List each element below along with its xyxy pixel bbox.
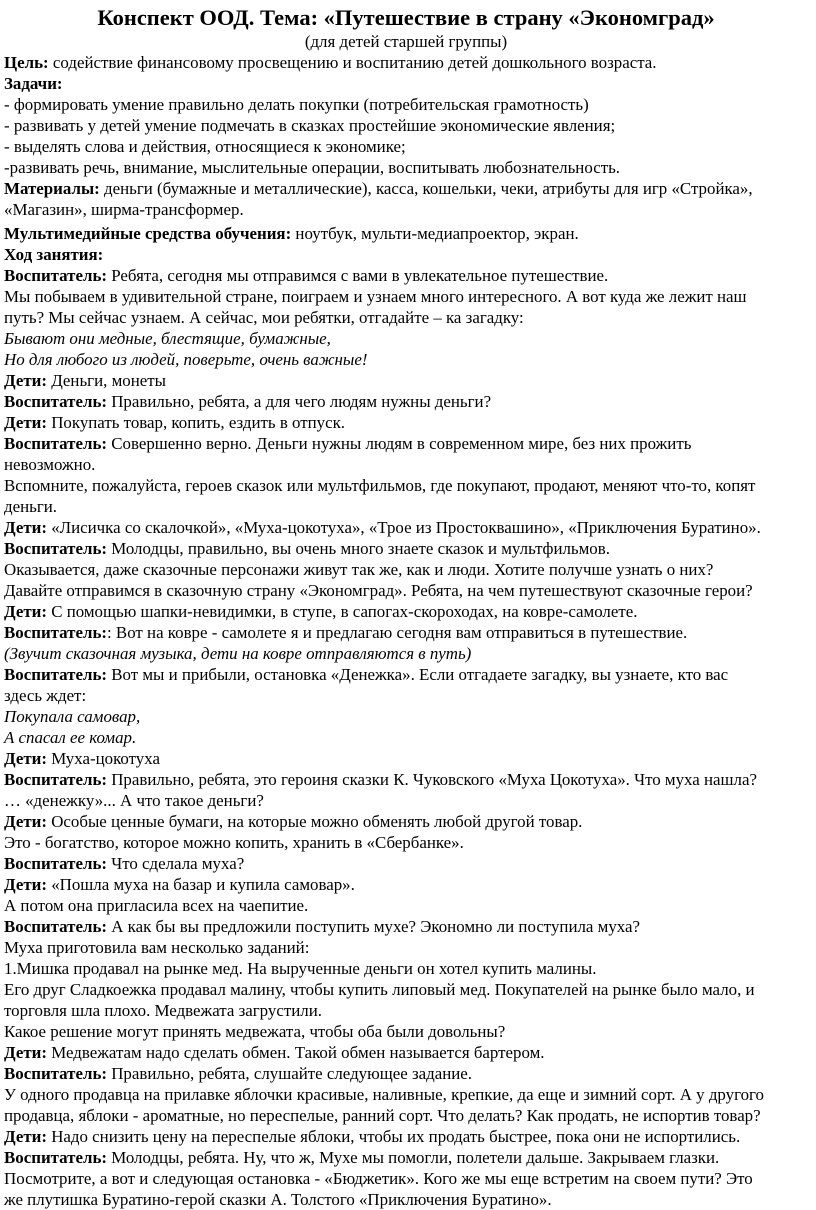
teacher-line: Воспитатель: Правильно, ребята, слушайте следующее задание. [4, 1064, 473, 1083]
text-line: продавца, яблоки - ароматные, но переспелые, ранний сорт. Что делать? Как продать, не испортив товар? [4, 1106, 761, 1125]
teacher-line: Воспитатель: Совершенно верно. Деньги нужны людям в современном мире, без них прожить [4, 434, 692, 453]
text-line: … «денежку»... А что такое деньги? [4, 791, 264, 810]
speaker-label: Дети: [4, 518, 47, 537]
speaker-label: Воспитатель: [4, 623, 108, 642]
materials-line-cont: «Магазин», ширма-трансформер. [4, 200, 244, 219]
document-subtitle: (для детей старшей группы) [304, 32, 508, 51]
speaker-label: Воспитатель: [4, 434, 108, 453]
teacher-line: Воспитатель:: Вот на ковре - самолете я и предлагаю сегодня вам отправиться в путешествие. [4, 623, 688, 642]
speaker-label: Дети: [4, 602, 47, 621]
materials-line: Материалы: деньги (бумажные и металлические), касса, кошельки, чеки, атрибуты для игр «Стройка», [4, 179, 753, 198]
text-line: Давайте отправимся в сказочную страну «Экономград». Ребята, на чем путешествуют сказочные герои? [4, 581, 753, 600]
multimedia-line: Мультимедийные средства обучения: ноутбук, мульти-медиапроектор, экран. [4, 224, 579, 243]
text-line: невозможно. [4, 455, 96, 474]
speaker-label: Дети: [4, 413, 47, 432]
course-heading: Ход занятия: [4, 245, 104, 264]
text-line: путь? Мы сейчас узнаем. А сейчас, мои ребятки, отгадайте – ка загадку: [4, 308, 524, 327]
teacher-line: Воспитатель: Молодцы, ребята. Ну, что ж, Мухе мы помогли, полетели дальше. Закрываем глазки. [4, 1148, 720, 1167]
speaker-label: Дети: [4, 371, 47, 390]
goal-line [4, 52, 808, 73]
children-line: Дети: Особые ценные бумаги, на которые можно обменять любой другой товар. [4, 812, 583, 831]
text-line: здесь ждет: [4, 686, 87, 705]
task-item: - развивать у детей умение подмечать в сказках простейшие экономические явления; [4, 116, 616, 135]
children-line: Дети: Деньги, монеты [4, 371, 166, 390]
text-line: 1.Мишка продавал на рынке мед. На вырученные деньги он хотел купить малины. [4, 959, 597, 978]
children-line: Дети: Покупать товар, копить, ездить в отпуск. [4, 413, 346, 432]
speaker-label: Воспитатель: [4, 854, 108, 873]
text-line: Оказывается, даже сказочные персонажи живут так же, как и люди. Хотите получше узнать о них? [4, 560, 714, 579]
speaker-label: Воспитатель: [4, 539, 108, 558]
teacher-line: Воспитатель: Вот мы и прибыли, остановка «Денежка». Если отгадаете загадку, вы узнаете, кто вас [4, 665, 729, 684]
text-line: Муха приготовила вам несколько заданий: [4, 938, 310, 957]
tasks-heading: Задачи: [4, 74, 63, 93]
teacher-line: Воспитатель: Правильно, ребята, это героиня сказки К. Чуковского «Муха Цокотуха». Что муха нашла? [4, 770, 757, 789]
riddle-line: Но для любого из людей, поверьте, очень важные! [4, 350, 368, 369]
text-line: Какое решение могут принять медвежата, чтобы оба были довольны? [4, 1022, 506, 1041]
text-line: Его друг Сладкоежка продавал малину, чтобы купить липовый мед. Покупателей на рынке было мало, и [4, 980, 755, 999]
children-line: Дети: Медвежатам надо сделать обмен. Такой обмен называется бартером. [4, 1043, 545, 1062]
children-line: Дети: С помощью шапки-невидимки, в ступе, в сапогах-скороходах, на ковре-самолете. [4, 602, 638, 621]
stage-direction: (Звучит сказочная музыка, дети на ковре отправляются в путь) [4, 644, 472, 663]
speaker-label: Воспитатель: [4, 665, 108, 684]
task-item: - выделять слова и действия, относящиеся к экономике; [4, 137, 406, 156]
text-line: Это - богатство, которое можно копить, хранить в «Сбербанке». [4, 833, 464, 852]
children-line: Дети: Надо снизить цену на переспелые яблоки, чтобы их продать быстрее, пока они не испортились. [4, 1127, 741, 1146]
children-line: Дети: «Пошла муха на базар и купила самовар». [4, 875, 355, 894]
goal-text: содействие финансовому просвещению и воспитанию детей дошкольного возраста. [48, 53, 657, 72]
speaker-label: Воспитатель: [4, 1064, 108, 1083]
speaker-label: Воспитатель: [4, 392, 108, 411]
speaker-label: Дети: [4, 1043, 47, 1062]
riddle-line: Покупала самовар, [4, 707, 141, 726]
text-line: Вспомните, пожалуйста, героев сказок или мультфильмов, где покупают, продают, меняют что-то, копят [4, 476, 756, 495]
text-line: же плутишка Буратино-герой сказки А. Толстого «Приключения Буратино». [4, 1190, 552, 1209]
document-title: Конспект ООД. Тема: «Путешествие в страну «Экономград» [97, 5, 715, 30]
text-line: деньги. [4, 497, 58, 516]
teacher-line: Воспитатель: А как бы вы предложили поступить мухе? Экономно ли поступила муха? [4, 917, 640, 936]
teacher-line: Воспитатель: Ребята, сегодня мы отправимся с вами в увлекательное путешествие. [4, 266, 609, 285]
speaker-label: Воспитатель: [4, 770, 108, 789]
speaker-label: Дети: [4, 812, 47, 831]
teacher-line: Воспитатель: Правильно, ребята, а для чего людям нужны деньги? [4, 392, 492, 411]
speaker-label: Дети: [4, 1127, 47, 1146]
teacher-line: Воспитатель: Молодцы, правильно, вы очень много знаете сказок и мультфильмов. [4, 539, 610, 558]
task-item: -развивать речь, внимание, мыслительные операции, воспитывать любознательность. [4, 158, 621, 177]
speaker-label: Дети: [4, 875, 47, 894]
children-line: Дети: «Лисичка со скалочкой», «Муха-цокотуха», «Трое из Простоквашино», «Приключения Буратино». [4, 518, 761, 537]
riddle-line: Бывают они медные, блестящие, бумажные, [4, 329, 331, 348]
speaker-label: Воспитатель: [4, 266, 108, 285]
text-line: А потом она пригласила всех на чаепитие. [4, 896, 309, 915]
text-line: У одного продавца на прилавке яблочки красивые, наливные, крепкие, да еще и зимний сорт. А у другого [4, 1085, 764, 1104]
children-line: Дети: Муха-цокотуха [4, 749, 160, 768]
speaker-label: Воспитатель: [4, 1148, 108, 1167]
speaker-label: Дети: [4, 749, 47, 768]
goal-label: Цель: [4, 53, 49, 72]
text-line: Мы побываем в удивительной стране, поиграем и узнаем много интересного. А вот куда же лежит наш [4, 287, 747, 306]
riddle-line: А спасал ее комар. [4, 728, 137, 747]
teacher-line: Воспитатель: Что сделала муха? [4, 854, 245, 873]
task-item: - формировать умение правильно делать покупки (потребительская грамотность) [4, 95, 589, 114]
speaker-label: Воспитатель: [4, 917, 108, 936]
text-line: торговля шла плохо. Медвежата загрустили. [4, 1001, 322, 1020]
text-line: Посмотрите, а вот и следующая остановка - «Бюджетик». Кого же мы еще встретим на своем пути? Это [4, 1169, 753, 1188]
